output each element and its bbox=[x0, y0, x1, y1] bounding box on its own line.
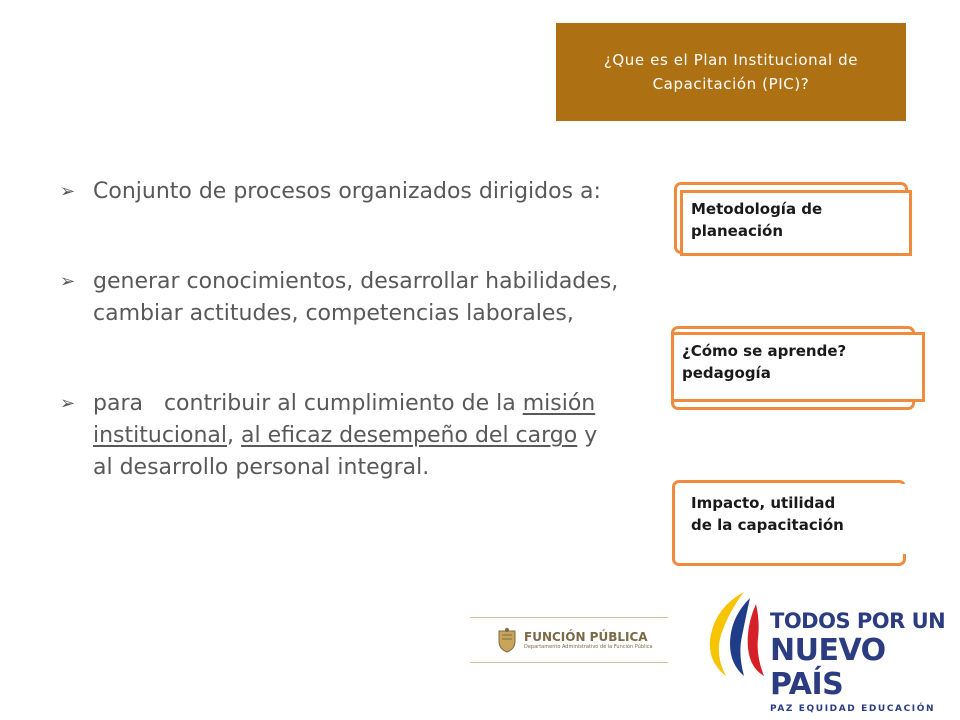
coat-of-arms-icon bbox=[496, 627, 518, 653]
bullet-text-part: y al desarrollo personal integral. bbox=[93, 423, 598, 480]
funcion-publica-subtitle: Departamento Administrativo de la Función Pública bbox=[524, 644, 653, 650]
callout-impact bbox=[672, 480, 916, 566]
bullet-text-part: para contribuir al cumplimiento de la bbox=[93, 391, 523, 416]
callout-pedagogy bbox=[671, 326, 925, 410]
callout-text: Impacto, utilidad de la capacitación bbox=[680, 484, 906, 554]
arrow-bullet-icon: ➢ bbox=[60, 393, 76, 414]
bullet-text: Conjunto de procesos organizados dirigidos a: bbox=[93, 179, 601, 204]
callout-methodology bbox=[674, 182, 918, 264]
underlined-phrase: al eficaz desempeño del cargo bbox=[241, 423, 578, 448]
bullet-item bbox=[60, 388, 620, 484]
logo-line-2: NUEVO PAÍS bbox=[770, 633, 886, 702]
title-banner bbox=[556, 23, 906, 121]
bullet-text: generar conocimientos, desarrollar habilidades, cambiar actitudes, competencias laborales, bbox=[93, 269, 619, 326]
bullet-list bbox=[60, 176, 620, 542]
bullet-text-part: , bbox=[227, 423, 242, 448]
slide-title: ¿Que es el Plan Institucional de Capacitación (PIC)? bbox=[603, 51, 859, 93]
arrow-bullet-icon: ➢ bbox=[60, 271, 76, 292]
callout-text: ¿Cómo se aprende? pedagogía bbox=[671, 332, 925, 402]
funcion-publica-title: FUNCIÓN PÚBLICA bbox=[524, 630, 648, 644]
bullet-item bbox=[60, 176, 620, 208]
todos-por-un-nuevo-pais-logo bbox=[770, 608, 960, 716]
underlined-phrase: misión institucional bbox=[93, 391, 596, 448]
logo-tagline: PAZ EQUIDAD EDUCACIÓN bbox=[770, 704, 936, 714]
logo-line-1: TODOS POR UN bbox=[770, 609, 946, 633]
funcion-publica-logo bbox=[470, 617, 668, 663]
callout-text: Metodología de planeación bbox=[680, 190, 912, 256]
bullet-item bbox=[60, 266, 620, 330]
arrow-bullet-icon: ➢ bbox=[60, 181, 76, 202]
